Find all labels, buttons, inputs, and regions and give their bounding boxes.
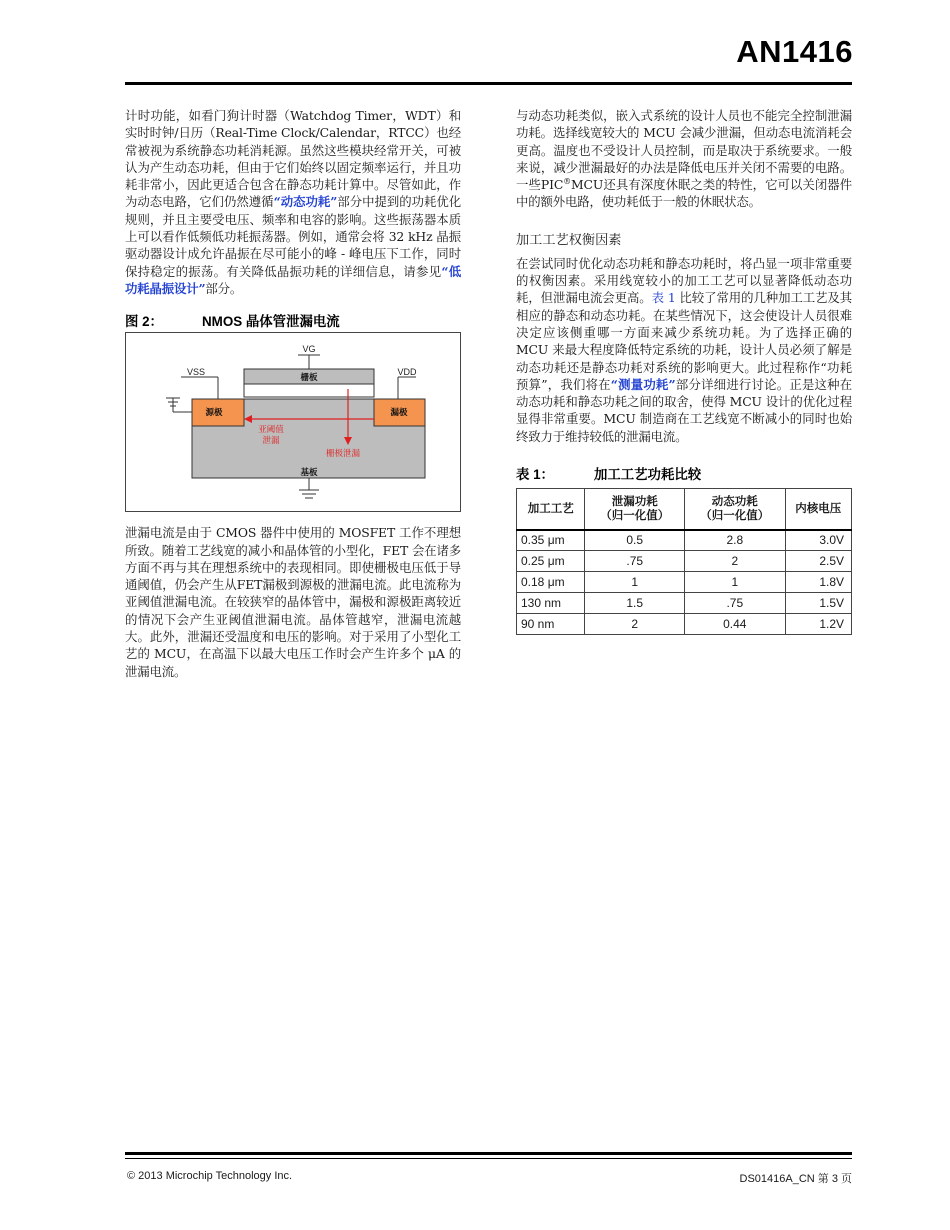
table-caption	[516, 464, 852, 483]
text-span: 与动态功耗类似，嵌入式系统的设计人员也不能完全控制泄漏功耗。选择线宽较大的 MCU 会减少泄漏，但动态电流消耗会更高。温度也不受设计人员控制，而是取决于系统要求。一般来说，减少泄漏最好的办法是降低电压并关闭不需要的电路。一些PIC	[516, 108, 852, 193]
link-table-1[interactable]: 表 1	[651, 290, 676, 306]
table-cell: 0.35 μm	[517, 530, 585, 551]
section-heading: 加工工艺权衡因素	[516, 232, 622, 248]
source-label: 源极	[205, 408, 223, 419]
table-header-cell	[585, 489, 685, 530]
figure-title: NMOS 晶体管泄漏电流	[202, 314, 340, 330]
table-cell: 0.18 μm	[517, 572, 585, 593]
vg-label: VG	[302, 344, 316, 355]
table-cell: 2	[585, 614, 685, 635]
subthreshold-label-1: 亚阈值	[258, 425, 284, 436]
table-row	[517, 593, 852, 614]
table-header-cell: 内核电压	[785, 489, 851, 530]
link-dynamic-power[interactable]: “动态功耗”	[273, 194, 338, 210]
table-row	[517, 551, 852, 572]
table-cell: 130 nm	[517, 593, 585, 614]
table-cell: 1	[685, 572, 786, 593]
text-span: MCU还具有深度休眠之类的特性，它可以关闭器件中的额外电路，使功耗低于一般的休眠状态。	[516, 177, 852, 210]
vdd-label: VDD	[397, 367, 417, 378]
table-number: 表 1：	[516, 467, 554, 483]
header-leak: 泄漏功耗 （归一化值）	[600, 495, 670, 522]
footer-rule	[125, 1152, 852, 1155]
text-span: 计时功能，如看门狗计时器（Watchdog Timer，WDT）和实时时钟/日历（Real-Time Clock/Calendar，RTCC）也经常被视为系统静态功耗消耗源。虽然这些模块经常开关，可被认为产生动态功耗，但由于它们始终以固定频率运行，并且功耗非常小，因此更适合包含在静态功耗计算中。尽管如此，作为动态电路，它们仍然遵循	[125, 108, 461, 210]
table-row	[517, 530, 852, 551]
table-cell: 0.25 μm	[517, 551, 585, 572]
link-low-power-crystal[interactable]: “低功耗晶振设计”	[125, 263, 462, 296]
footer-copyright: © 2013 Microchip Technology Inc.	[127, 1170, 293, 1182]
process-power-table	[516, 488, 852, 635]
table-header-cell: 加工工艺	[517, 489, 585, 530]
text-span: 在尝试同时优化动态功耗和静态功耗时，将凸显一项非常重要的权衡因素。采用线宽较小的加工工艺可以显著降低动态功耗，但泄漏电流会更高。	[516, 255, 852, 306]
table-cell: 1.5	[585, 593, 685, 614]
footer-page-number: DS01416A_CN 第 3 页	[739, 1173, 852, 1185]
table-cell: 1.2V	[785, 614, 851, 635]
table-cell: 1.5V	[785, 593, 851, 614]
left-paragraph-2: 泄漏电流是由于 CMOS 器件中使用的 MOSFET 工作不理想所致。随着工艺线宽的减小和晶体管的小型化，FET 会在诸多方面不再与其在理想系统中的表现相同。即使栅极电压低于导通阈值，仍会产生从FET漏极到源极的泄漏电流。此电流称为亚阈值泄漏电流。在较狭窄的晶体管中，漏极和源极距离较近的情况下会产生亚阈值泄漏电流。晶体管越窄，泄漏电流越大。此外，泄漏还受温度和电压的影响。对于采用了小型化工艺的 MCU，在高温下以最大电压工作时会产生许多个 μA 的泄漏电流。	[125, 525, 461, 679]
footer-rule-thin	[125, 1158, 852, 1159]
gate-oxide	[244, 384, 374, 397]
table-row	[517, 614, 852, 635]
table-cell: 3.0V	[785, 530, 851, 551]
table-title: 加工工艺功耗比较	[594, 467, 702, 483]
table-cell: 1	[585, 572, 685, 593]
nmos-figure	[125, 332, 461, 512]
text-span: 部分。	[205, 280, 243, 296]
right-column	[516, 107, 852, 635]
table-header-row	[517, 489, 852, 530]
text-span: 部分详细进行讨论。正是这种在动态功耗和静态功耗之间的取舍，使得 MCU 设计的优化过程显得非常重要。MCU 制造商在工艺线宽不断减小的同时也始终致力于维持较低的泄漏电流。	[516, 376, 852, 444]
text-span: 部分中提到的功耗优化规则，并且主要受电压、频率和电容的影响。这些振荡器本质上可以看作低频低功耗振荡器。例如，通常会将 32 kHz 晶振驱动器设计成允许晶振在尽可能小的峰 - 峰电压下工作，同时保持稳定的振荡。有关降低晶振功耗的详细信息，请参见	[125, 194, 462, 279]
table-cell: 2.8	[685, 530, 786, 551]
document-number: AN1416	[736, 34, 853, 69]
table-cell: 2	[685, 551, 786, 572]
table-header-cell	[685, 489, 786, 530]
table-cell: .75	[685, 593, 786, 614]
table-row	[517, 572, 852, 593]
registered-mark: ®	[563, 177, 572, 187]
right-paragraph-1	[516, 107, 852, 211]
table-cell: .75	[585, 551, 685, 572]
subthreshold-label-2: 泄漏	[262, 436, 280, 447]
nmos-diagram	[126, 333, 462, 513]
gate-label: 栅板	[300, 373, 318, 384]
table-cell: 2.5V	[785, 551, 851, 572]
header-dynamic: 动态功耗 （归一化值）	[700, 495, 770, 522]
left-paragraph-1	[125, 107, 461, 297]
vss-label: VSS	[186, 367, 206, 378]
table-cell: 1.8V	[785, 572, 851, 593]
text-span: 比较了常用的几种加工工艺及其相应的静态和动态功耗。在某些情况下，这会使设计人员很难决定应该侧重哪一方面来减少系统功耗。为了选择正确的 MCU 来最大程度降低特定系统的功耗，设计人员必须了解是动态功耗还是静态功耗对系统的影响更大。此过程称作“功耗预算”，我们将在	[516, 290, 852, 392]
right-paragraph-2	[516, 255, 852, 445]
left-column	[125, 107, 461, 680]
drain-label: 漏极	[390, 408, 408, 419]
gate-leakage-label: 栅极泄漏	[325, 449, 361, 460]
table-cell: 0.44	[685, 614, 786, 635]
figure-caption	[125, 311, 461, 330]
header-rule	[125, 82, 852, 85]
table-cell: 0.5	[585, 530, 685, 551]
link-measure-power[interactable]: “测量功耗”	[610, 376, 676, 392]
figure-number: 图 2：	[125, 314, 163, 330]
substrate-label: 基板	[300, 468, 318, 479]
table-cell: 90 nm	[517, 614, 585, 635]
